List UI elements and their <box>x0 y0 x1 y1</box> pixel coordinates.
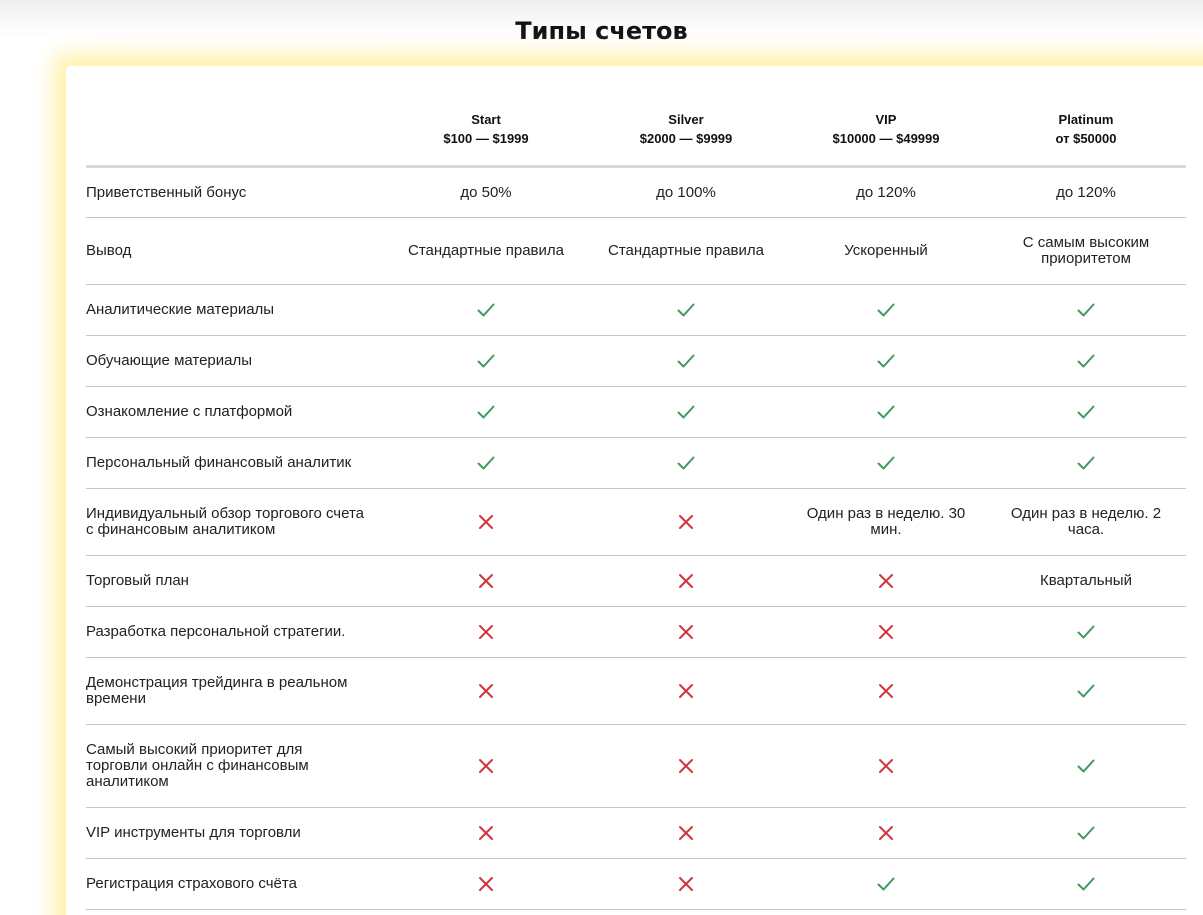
plan-cell-start <box>386 285 586 336</box>
cross-icon <box>676 874 696 894</box>
feature-label: Разработка персональной стратегии. <box>86 607 386 658</box>
check-icon <box>876 402 896 422</box>
plan-deposit-range: $2000 — $9999 <box>639 131 733 146</box>
plan-name: Silver <box>668 112 704 127</box>
plan-cell-silver <box>586 387 786 438</box>
check-icon <box>676 300 696 320</box>
feature-row <box>86 285 1186 336</box>
plan-cell-vip: до 120% <box>786 167 986 218</box>
cross-icon <box>676 571 696 591</box>
feature-row <box>86 387 1186 438</box>
cross-icon <box>876 571 896 591</box>
plan-deposit-range: от $50000 <box>1055 131 1117 146</box>
plan-cell-platinum: Квартальный <box>986 556 1186 607</box>
plan-cell-platinum <box>986 336 1186 387</box>
feature-row <box>86 336 1186 387</box>
plan-cell-vip <box>786 438 986 489</box>
plan-cell-platinum <box>986 438 1186 489</box>
plan-cell-platinum <box>986 285 1186 336</box>
plan-cell-silver: до 100% <box>586 167 786 218</box>
cross-icon <box>676 622 696 642</box>
plan-header-platinum <box>986 93 1186 167</box>
cross-icon <box>476 622 496 642</box>
plan-cell-vip <box>786 859 986 910</box>
plan-deposit-range: $100 — $1999 <box>443 131 529 146</box>
plan-cell-start <box>386 607 586 658</box>
plan-cell-start <box>386 438 586 489</box>
plan-cell-platinum: С самым высоким приоритетом <box>986 218 1186 285</box>
feature-label: Обучающие материалы <box>86 336 386 387</box>
check-icon <box>1076 402 1096 422</box>
cross-icon <box>476 512 496 532</box>
feature-row <box>86 167 1186 218</box>
check-icon <box>876 874 896 894</box>
plan-cell-platinum: до 120% <box>986 167 1186 218</box>
cross-icon <box>876 823 896 843</box>
account-types-table <box>86 93 1186 910</box>
cross-icon <box>876 622 896 642</box>
plan-header-row <box>86 93 1186 167</box>
feature-row <box>86 218 1186 285</box>
plan-cell-vip <box>786 725 986 808</box>
plan-name: Platinum <box>1058 112 1114 127</box>
plan-cell-start <box>386 556 586 607</box>
cross-icon <box>476 681 496 701</box>
plan-cell-start <box>386 387 586 438</box>
plan-cell-platinum <box>986 607 1186 658</box>
feature-label: Самый высокий приоритет для торговли онлайн с финансовым аналитиком <box>86 725 386 808</box>
cross-icon <box>676 823 696 843</box>
plan-cell-silver <box>586 489 786 556</box>
cross-icon <box>676 681 696 701</box>
feature-label: Ознакомление с платформой <box>86 387 386 438</box>
cross-icon <box>476 823 496 843</box>
check-icon <box>1076 351 1096 371</box>
plan-cell-silver <box>586 808 786 859</box>
check-icon <box>876 453 896 473</box>
check-icon <box>476 300 496 320</box>
plan-name: VIP <box>875 112 897 127</box>
plan-cell-vip: Ускоренный <box>786 218 986 285</box>
plan-cell-start <box>386 808 586 859</box>
check-icon <box>1076 756 1096 776</box>
feature-row <box>86 489 1186 556</box>
cross-icon <box>676 756 696 776</box>
plan-cell-platinum <box>986 808 1186 859</box>
plan-cell-vip <box>786 607 986 658</box>
cross-icon <box>676 512 696 532</box>
plan-cell-start: Стандартные правила <box>386 218 586 285</box>
feature-label: Регистрация страхового счёта <box>86 859 386 910</box>
plan-cell-silver <box>586 725 786 808</box>
plan-cell-silver <box>586 438 786 489</box>
plan-cell-platinum: Один раз в неделю. 2 часа. <box>986 489 1186 556</box>
plan-cell-silver <box>586 285 786 336</box>
check-icon <box>1076 874 1096 894</box>
plan-cell-platinum <box>986 725 1186 808</box>
feature-column-header <box>86 93 386 167</box>
plan-cell-silver <box>586 556 786 607</box>
plan-cell-platinum <box>986 387 1186 438</box>
feature-label: Торговый план <box>86 556 386 607</box>
check-icon <box>1076 453 1096 473</box>
feature-label: Вывод <box>86 218 386 285</box>
feature-label: Демонстрация трейдинга в реальном времени <box>86 658 386 725</box>
feature-rows <box>86 167 1186 910</box>
plan-cell-vip: Один раз в неделю. 30 мин. <box>786 489 986 556</box>
feature-row <box>86 725 1186 808</box>
check-icon <box>876 300 896 320</box>
feature-label: Персональный финансовый аналитик <box>86 438 386 489</box>
check-icon <box>676 402 696 422</box>
plan-cell-platinum <box>986 658 1186 725</box>
plan-name: Start <box>471 112 501 127</box>
feature-row <box>86 859 1186 910</box>
plan-cell-vip <box>786 387 986 438</box>
plan-header-start <box>386 93 586 167</box>
check-icon <box>476 453 496 473</box>
check-icon <box>1076 823 1096 843</box>
cross-icon <box>476 756 496 776</box>
plan-cell-vip <box>786 658 986 725</box>
plan-cell-silver <box>586 658 786 725</box>
cross-icon <box>476 571 496 591</box>
plan-cell-start <box>386 725 586 808</box>
feature-row <box>86 556 1186 607</box>
check-icon <box>1076 300 1096 320</box>
feature-label: Аналитические материалы <box>86 285 386 336</box>
check-icon <box>676 351 696 371</box>
plan-cell-start <box>386 336 586 387</box>
plan-cell-start <box>386 859 586 910</box>
check-icon <box>676 453 696 473</box>
cross-icon <box>876 756 896 776</box>
feature-row <box>86 658 1186 725</box>
feature-row <box>86 808 1186 859</box>
check-icon <box>476 402 496 422</box>
plan-cell-start <box>386 489 586 556</box>
check-icon <box>1076 622 1096 642</box>
plan-cell-vip <box>786 556 986 607</box>
plan-cell-platinum <box>986 859 1186 910</box>
plan-cell-start <box>386 658 586 725</box>
feature-label: Индивидуальный обзор торгового счета с финансовым аналитиком <box>86 489 386 556</box>
cross-icon <box>876 681 896 701</box>
check-icon <box>476 351 496 371</box>
plan-cell-silver <box>586 607 786 658</box>
check-icon <box>1076 681 1096 701</box>
feature-row <box>86 607 1186 658</box>
plan-cell-vip <box>786 336 986 387</box>
plan-cell-silver: Стандартные правила <box>586 218 786 285</box>
plan-cell-start: до 50% <box>386 167 586 218</box>
cross-icon <box>476 874 496 894</box>
plan-cell-vip <box>786 808 986 859</box>
page-title: Типы счетов <box>515 17 688 46</box>
plan-deposit-range: $10000 — $49999 <box>832 131 940 146</box>
feature-label: Приветственный бонус <box>86 167 386 218</box>
plan-header-vip <box>786 93 986 167</box>
feature-row <box>86 438 1186 489</box>
plan-cell-vip <box>786 285 986 336</box>
check-icon <box>876 351 896 371</box>
plan-cell-silver <box>586 336 786 387</box>
plan-cell-silver <box>586 859 786 910</box>
feature-label: VIP инструменты для торговли <box>86 808 386 859</box>
plan-header-silver <box>586 93 786 167</box>
